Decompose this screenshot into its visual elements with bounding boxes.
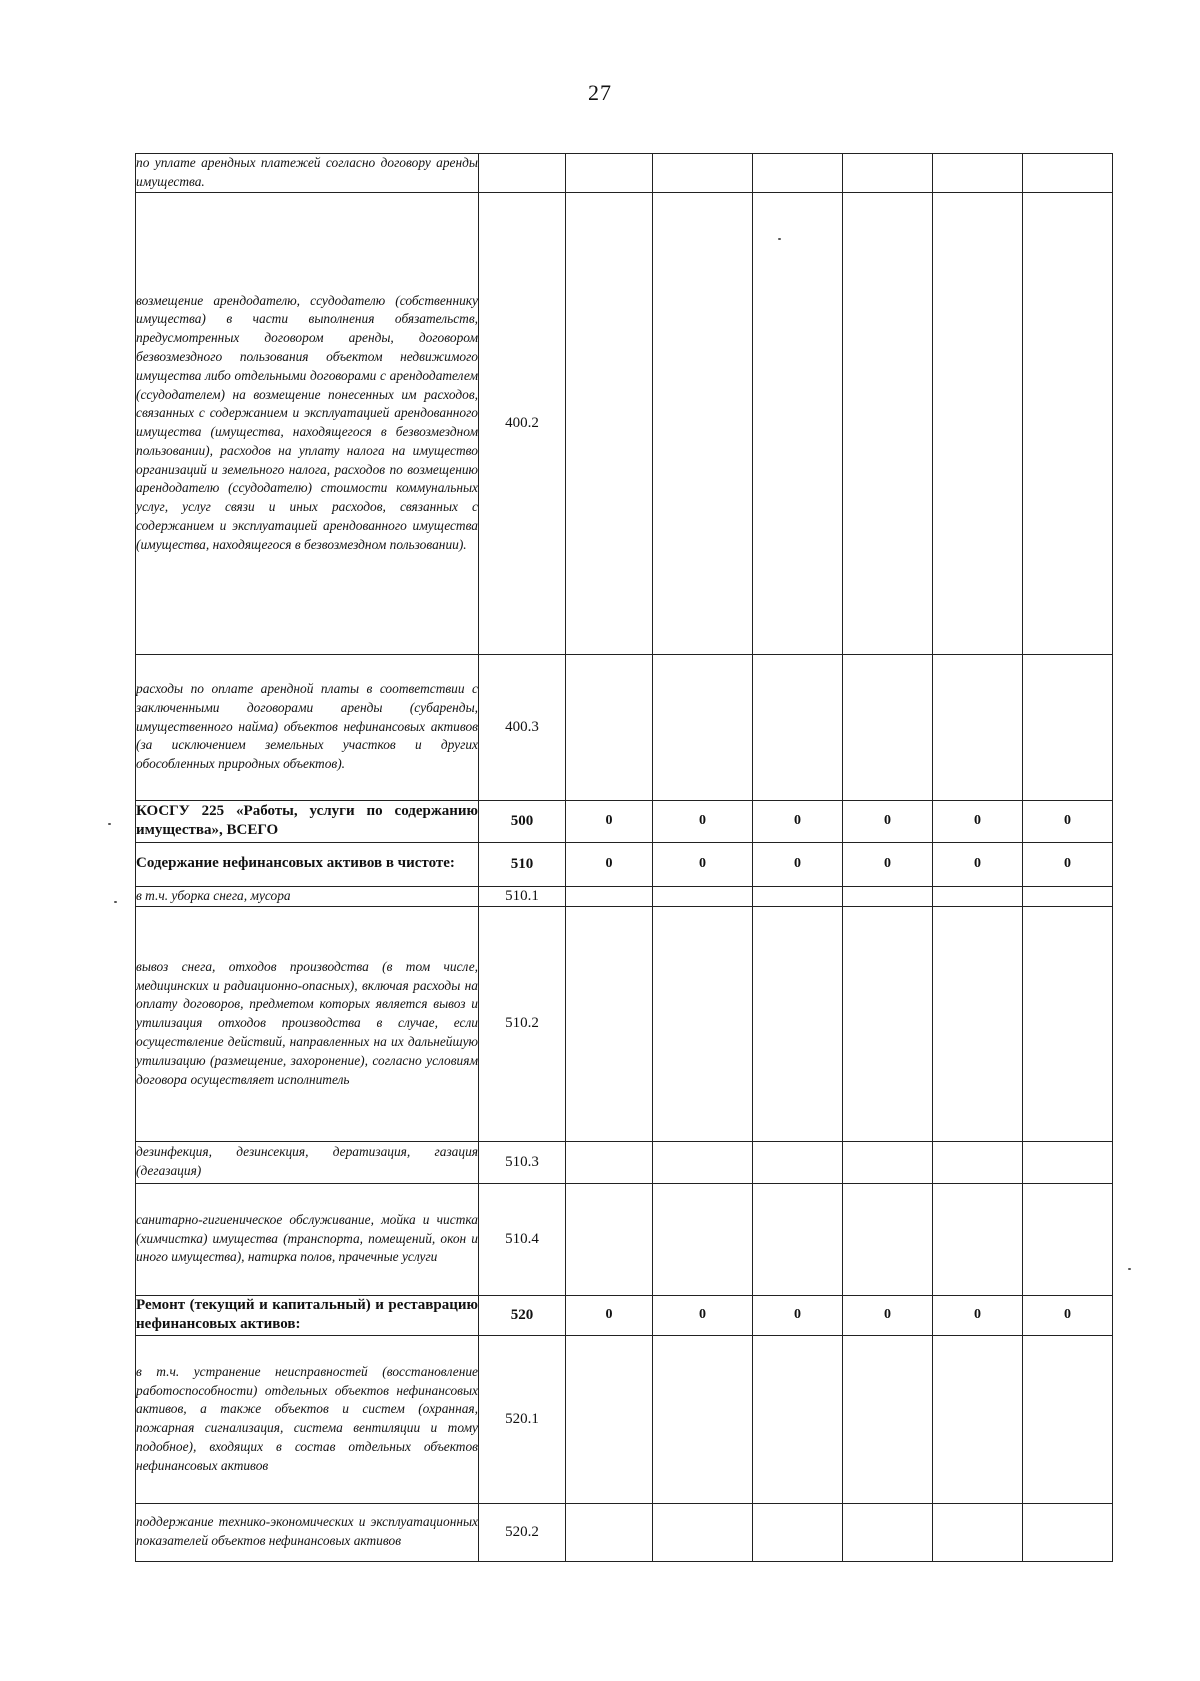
row-description: в т.ч. уборка снега, мусора <box>136 886 479 906</box>
value-cell <box>1023 1335 1113 1503</box>
value-cell <box>843 192 933 654</box>
row-description: в т.ч. устранение неисправностей (восстановление работоспособности) отдельных объектов нефинансовых активов, а также объектов и систем (охранная, пожарная сигнализация, система вентиляции и тому подобное), входящих в состав отдельных объектов нефинансовых активов <box>136 1335 479 1503</box>
value-cell <box>653 906 753 1141</box>
value-cell <box>566 886 653 906</box>
value-cell <box>843 886 933 906</box>
row-description: возмещение арендодателю, ссудодателю (собственнику имущества) в части выполнения обязательств, предусмотренных договором аренды, договором безвозмездного пользования объектом недвижимого имущества либо отдельными договорами с арендодателем (ссудодателем) на возмещение понесенных им расходов, связанных с содержанием и эксплуатацией арендованного имущества (имущества, находящегося в безвозмездном пользовании), расходов на уплату налога на имущество организаций и земельного налога, расходов по возмещению арендодателю (ссудодателю) стоимости коммунальных услуг, услуг связи и иных расходов, связанных с содержанием и эксплуатацией арендованного имущества (имущества, находящегося в безвозмездном пользовании). <box>136 192 479 654</box>
row-code: 400.2 <box>479 192 566 654</box>
value-cell: 0 <box>566 1295 653 1335</box>
value-cell <box>566 906 653 1141</box>
value-cell: 0 <box>933 842 1023 886</box>
scan-speck <box>108 823 111 825</box>
value-cell: 0 <box>933 800 1023 842</box>
value-cell <box>653 886 753 906</box>
row-description: вывоз снега, отходов производства (в том числе, медицинских и радиационно-опасных), включая расходы на оплату договоров, предметом которых является вывоз и утилизация отходов производства в случае, если осуществление действий, направленных на их дальнейшую утилизацию (размещение, захоронение), согласно условиям договора осуществляет исполнитель <box>136 906 479 1141</box>
row-code: 510.1 <box>479 886 566 906</box>
value-cell: 0 <box>653 842 753 886</box>
row-description: КОСГУ 225 «Работы, услуги по содержанию имущества», ВСЕГО <box>136 800 479 842</box>
row-code: 500 <box>479 800 566 842</box>
value-cell: 0 <box>843 1295 933 1335</box>
value-cell <box>843 1335 933 1503</box>
table-row <box>136 1141 1113 1183</box>
value-cell: 0 <box>1023 800 1113 842</box>
value-cell <box>933 154 1023 193</box>
value-cell <box>653 1141 753 1183</box>
value-cell <box>1023 192 1113 654</box>
budget-form-table <box>135 153 1113 1562</box>
value-cell <box>653 192 753 654</box>
value-cell <box>843 154 933 193</box>
value-cell <box>933 1141 1023 1183</box>
row-code: 520.2 <box>479 1503 566 1561</box>
table-row <box>136 886 1113 906</box>
row-description: по уплате арендных платежей согласно договору аренды имущества. <box>136 154 479 193</box>
value-cell: 0 <box>653 800 753 842</box>
value-cell <box>753 1183 843 1295</box>
row-code: 510.3 <box>479 1141 566 1183</box>
row-code: 520 <box>479 1295 566 1335</box>
value-cell: 0 <box>566 800 653 842</box>
row-description: поддержание технико-экономических и эксплуатационных показателей объектов нефинансовых активов <box>136 1503 479 1561</box>
value-cell <box>933 192 1023 654</box>
value-cell <box>933 654 1023 800</box>
row-code: 400.3 <box>479 654 566 800</box>
row-description: расходы по оплате арендной платы в соответствии с заключенными договорами аренды (субаренды, имущественного найма) объектов нефинансовых активов (за исключением земельных участков и других обособленных природных объектов). <box>136 654 479 800</box>
table-row <box>136 192 1113 654</box>
value-cell <box>843 906 933 1141</box>
value-cell <box>753 1335 843 1503</box>
value-cell <box>933 1183 1023 1295</box>
value-cell <box>566 1141 653 1183</box>
value-cell: 0 <box>566 842 653 886</box>
value-cell <box>1023 886 1113 906</box>
value-cell <box>566 192 653 654</box>
row-description: Ремонт (текущий и капитальный) и реставрацию нефинансовых активов: <box>136 1295 479 1335</box>
value-cell <box>843 1141 933 1183</box>
value-cell: 0 <box>653 1295 753 1335</box>
value-cell <box>1023 654 1113 800</box>
table-row <box>136 1503 1113 1561</box>
value-cell <box>566 1183 653 1295</box>
table-row <box>136 906 1113 1141</box>
value-cell <box>566 654 653 800</box>
scan-speck <box>778 238 781 240</box>
value-cell <box>753 906 843 1141</box>
table-row <box>136 654 1113 800</box>
value-cell: 0 <box>1023 1295 1113 1335</box>
value-cell <box>933 906 1023 1141</box>
value-cell <box>843 1503 933 1561</box>
value-cell <box>933 1503 1023 1561</box>
value-cell <box>843 1183 933 1295</box>
value-cell <box>753 192 843 654</box>
table-row <box>136 842 1113 886</box>
row-code: 510 <box>479 842 566 886</box>
value-cell: 0 <box>753 1295 843 1335</box>
value-cell <box>753 1503 843 1561</box>
value-cell: 0 <box>753 800 843 842</box>
value-cell: 0 <box>1023 842 1113 886</box>
value-cell <box>843 654 933 800</box>
value-cell <box>753 654 843 800</box>
row-description: санитарно-гигиеническое обслуживание, мойка и чистка (химчистка) имущества (транспорта, помещений, окон и иного имущества), натирка полов, прачечные услуги <box>136 1183 479 1295</box>
value-cell <box>566 1335 653 1503</box>
value-cell <box>1023 1183 1113 1295</box>
table-row <box>136 1335 1113 1503</box>
row-description: дезинфекция, дезинсекция, дератизация, газация (дегазация) <box>136 1141 479 1183</box>
value-cell: 0 <box>843 800 933 842</box>
value-cell <box>753 154 843 193</box>
value-cell <box>653 1335 753 1503</box>
value-cell <box>566 1503 653 1561</box>
value-cell <box>566 154 653 193</box>
table-row <box>136 154 1113 193</box>
row-code <box>479 154 566 193</box>
table-row <box>136 1183 1113 1295</box>
table-body <box>136 154 1113 1562</box>
value-cell: 0 <box>933 1295 1023 1335</box>
value-cell <box>653 654 753 800</box>
value-cell <box>753 1141 843 1183</box>
value-cell <box>1023 1503 1113 1561</box>
value-cell <box>653 1503 753 1561</box>
row-description: Содержание нефинансовых активов в чистоте: <box>136 842 479 886</box>
value-cell <box>653 1183 753 1295</box>
row-code: 510.4 <box>479 1183 566 1295</box>
value-cell: 0 <box>843 842 933 886</box>
row-code: 510.2 <box>479 906 566 1141</box>
value-cell: 0 <box>753 842 843 886</box>
table-row <box>136 800 1113 842</box>
value-cell <box>1023 906 1113 1141</box>
page-number: 27 <box>588 80 612 105</box>
row-code: 520.1 <box>479 1335 566 1503</box>
value-cell <box>653 154 753 193</box>
value-cell <box>933 886 1023 906</box>
scan-speck <box>1128 1268 1131 1270</box>
value-cell <box>933 1335 1023 1503</box>
scan-speck <box>114 901 117 903</box>
value-cell <box>1023 154 1113 193</box>
table-row <box>136 1295 1113 1335</box>
value-cell <box>1023 1141 1113 1183</box>
value-cell <box>753 886 843 906</box>
